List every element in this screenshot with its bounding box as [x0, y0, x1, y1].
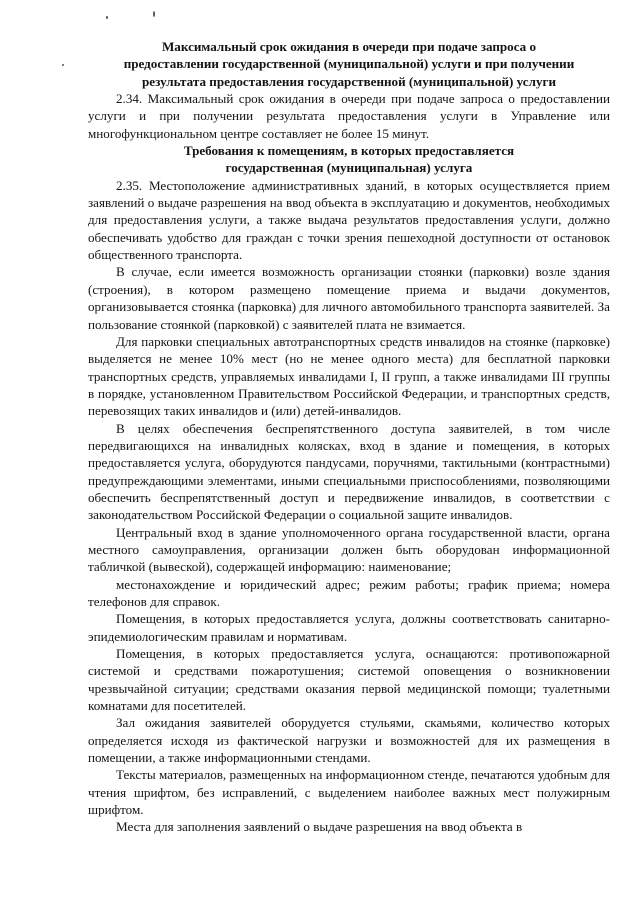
- heading-line: Максимальный срок ожидания в очереди при подаче запроса о: [161, 39, 537, 54]
- paragraph-waiting-hall: Зал ожидания заявителей оборудуется стульями, скамьями, количество которых определяется исходя из фактической нагрузки и возможностей для их размещения в помещении, а также информационными стендами.: [88, 715, 610, 766]
- paragraph-disabled-parking: Для парковки специальных автотранспортных средств инвалидов на стоянке (парковке) выделяется не менее 10% мест (но не менее одного места) для бесплатной парковки транспортных средств, управляемых инвалидами I, II групп, а также инвалидами III группы в порядке, установленном Правительством Российской Федерации, и транспортных средств, перевозящих таких инвалидов и (или) детей-инвалидов.: [88, 333, 610, 419]
- section-heading-premises: [88, 142, 610, 177]
- scan-speck: [106, 16, 108, 19]
- heading-line: результата предоставления государственной (муниципальной) услуги: [141, 73, 557, 89]
- scan-speck: [62, 64, 64, 66]
- paragraph-accessibility: В целях обеспечения беспрепятственного доступа заявителей, в том числе передвигающихся на инвалидных колясках, вход в здание и помещения, в которых предоставляется услуга, оборудуются пандусами, поручнями, тактильными (контрастными) предупреждающими элементами, иными специальными приспособлениями, позволяющими обеспечить беспрепятственный доступ и передвижение инвалидов, в соответствии с законодательством Российской Федерации о социальной защите инвалидов.: [88, 420, 610, 523]
- heading-line: предоставлении государственной (муниципальной) услуги и при получении: [123, 56, 575, 72]
- paragraph-parking: В случае, если имеется возможность организации стоянки (парковки) возле здания (строения), в котором размещено помещение приема и выдачи документов, организовывается стоянка (парковка) для личного автомобильного транспорта заявителей. За пользование стоянкой (парковкой) с заявителей плата не взимается.: [88, 264, 610, 332]
- paragraph-2-35: 2.35. Местоположение административных зданий, в которых осуществляется прием заявлений о выдаче разрешения на ввод объекта в эксплуатацию и документов, необходимых для предоставления услуги, а также выдача результатов предоставления услуги, должно обеспечивать удобство для граждан с точки зрения пешеходной доступности от остановок общественного транспорта.: [88, 177, 610, 263]
- paragraph-filling-places: Места для заполнения заявлений о выдаче разрешения на ввод объекта в: [116, 819, 523, 835]
- paragraph-location: местонахождение и юридический адрес; режим работы; график приема; номера телефонов для справок.: [88, 576, 610, 609]
- paragraph-equipment: Помещения, в которых предоставляется услуга, оснащаются: противопожарной системой и средствами пожаротушения; системой оповещения о возникновении чрезвычайной ситуации; средствами оказания первой медицинской помощи; туалетными комнатами для посетителей.: [88, 646, 610, 714]
- heading-line: Требования к помещениям, в которых предоставляется: [183, 143, 515, 159]
- document-body: [88, 38, 610, 836]
- paragraph-2-34: 2.34. Максимальный срок ожидания в очереди при подаче запроса о предоставлении услуги и при получении результата предоставления услуги в Управление или многофункциональном центре составляет не более 15 минут.: [88, 91, 610, 141]
- scan-speck: [153, 11, 155, 17]
- paragraph-stand-texts: Тексты материалов, размещенных на информационном стенде, печатаются удобным для чтения шрифтом, без исправлений, с выделением наиболее важных мест полужирным шрифтом.: [88, 767, 610, 818]
- paragraph-entrance: Центральный вход в здание уполномоченного органа государственной власти, органа местного самоуправления, организации должен быть оборудован информационной табличкой (вывеской), содержащей информацию: наименование;: [88, 524, 610, 575]
- section-heading-waiting-time: [88, 38, 610, 90]
- paragraph-sanitary: Помещения, в которых предоставляется услуга, должны соответствовать санитарно-эпидемиологическим правилам и нормативам.: [88, 611, 610, 644]
- heading-line: государственная (муниципальная) услуга: [225, 160, 473, 176]
